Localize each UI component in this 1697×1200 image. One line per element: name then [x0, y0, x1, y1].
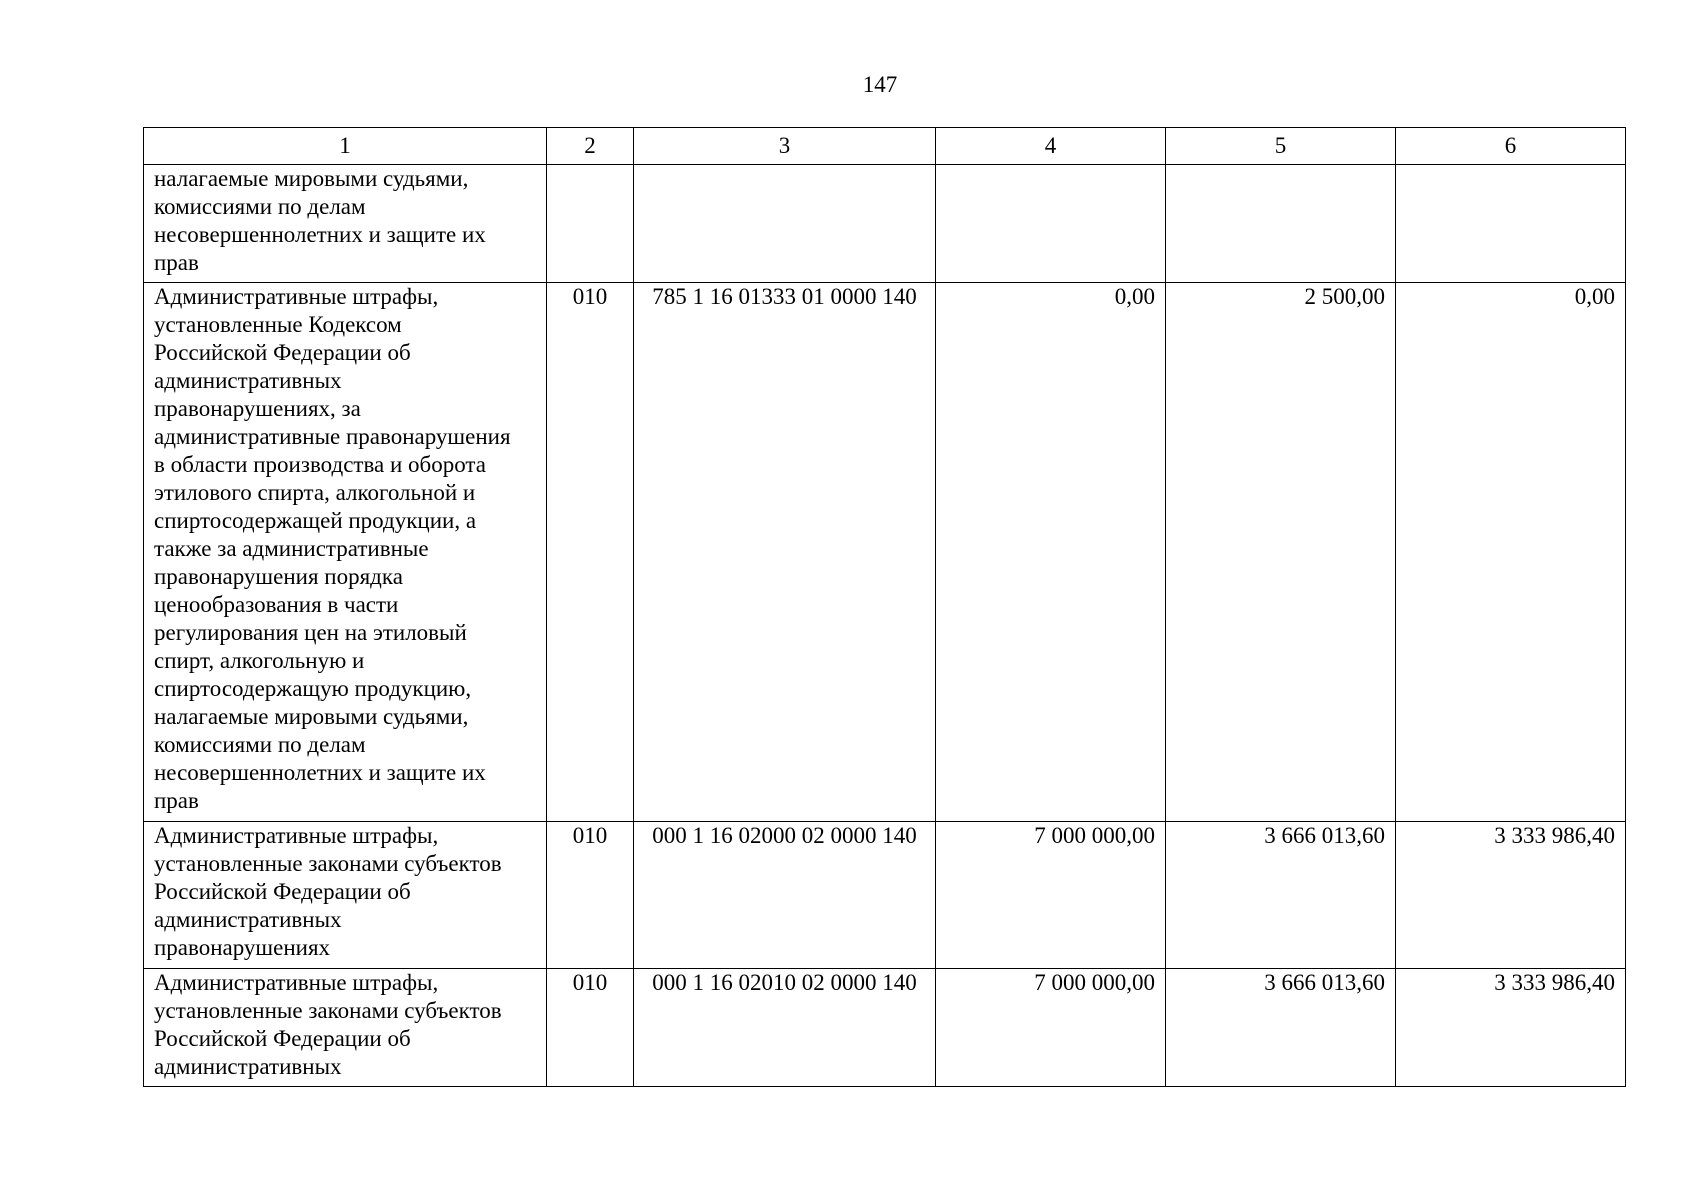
row-value-5 [1166, 165, 1396, 283]
row-name-cell [144, 165, 547, 283]
report-table [143, 127, 1626, 1087]
table-body [144, 165, 1626, 1087]
header-col-5: 5 [1166, 128, 1396, 165]
header-row [144, 128, 1626, 165]
row-value-4: 7 000 000,00 [936, 969, 1166, 1087]
row-budget-code: 000 1 16 02000 02 0000 140 [634, 822, 936, 969]
row-value-5: 3 666 013,60 [1166, 969, 1396, 1087]
row-name-cell [144, 969, 547, 1087]
row-line-code [547, 165, 634, 283]
row-name: Административные штрафы, установленные законами субъектов Российской Федерации об административных [154, 970, 502, 1079]
table-row [144, 822, 1626, 969]
row-name: Административные штрафы, установленные Кодексом Российской Федерации об административных правонарушениях, за административные правонарушения в области производства и оборота этилового спирта, алкогольной и спиртосодержащей продукции, а также за административные правонарушения порядка ценообразования в части регулирования цен на этиловый спирт, алкогольную и спиртосодержащую продукцию, налагаемые мировыми судьями, комиссиями по делам несовершеннолетних и защите их прав [154, 284, 511, 813]
row-line-code: 010 [547, 283, 634, 822]
header-col-1: 1 [144, 128, 547, 165]
header-col-2: 2 [547, 128, 634, 165]
row-name: Административные штрафы, установленные законами субъектов Российской Федерации об административных правонарушениях [154, 823, 502, 960]
header-col-6: 6 [1396, 128, 1626, 165]
row-name-cell [144, 822, 547, 969]
row-budget-code: 000 1 16 02010 02 0000 140 [634, 969, 936, 1087]
row-value-6 [1396, 165, 1626, 283]
row-value-4: 7 000 000,00 [936, 822, 1166, 969]
table-row [144, 969, 1626, 1087]
table-header [144, 128, 1626, 165]
row-value-4: 0,00 [936, 283, 1166, 822]
row-budget-code [634, 165, 936, 283]
row-value-4 [936, 165, 1166, 283]
page-number: 147 [862, 72, 898, 97]
row-budget-code: 785 1 16 01333 01 0000 140 [634, 283, 936, 822]
row-name: налагаемые мировыми судьями, комиссиями по делам несовершеннолетних и защите их прав [154, 166, 486, 275]
header-col-4: 4 [936, 128, 1166, 165]
row-value-6: 0,00 [1396, 283, 1626, 822]
row-value-6: 3 333 986,40 [1396, 822, 1626, 969]
row-value-5: 3 666 013,60 [1166, 822, 1396, 969]
row-line-code: 010 [547, 969, 634, 1087]
row-value-6: 3 333 986,40 [1396, 969, 1626, 1087]
row-value-5: 2 500,00 [1166, 283, 1396, 822]
table-row [144, 283, 1626, 822]
row-name-cell [144, 283, 547, 822]
table-row [144, 165, 1626, 283]
header-col-3: 3 [634, 128, 936, 165]
row-line-code: 010 [547, 822, 634, 969]
